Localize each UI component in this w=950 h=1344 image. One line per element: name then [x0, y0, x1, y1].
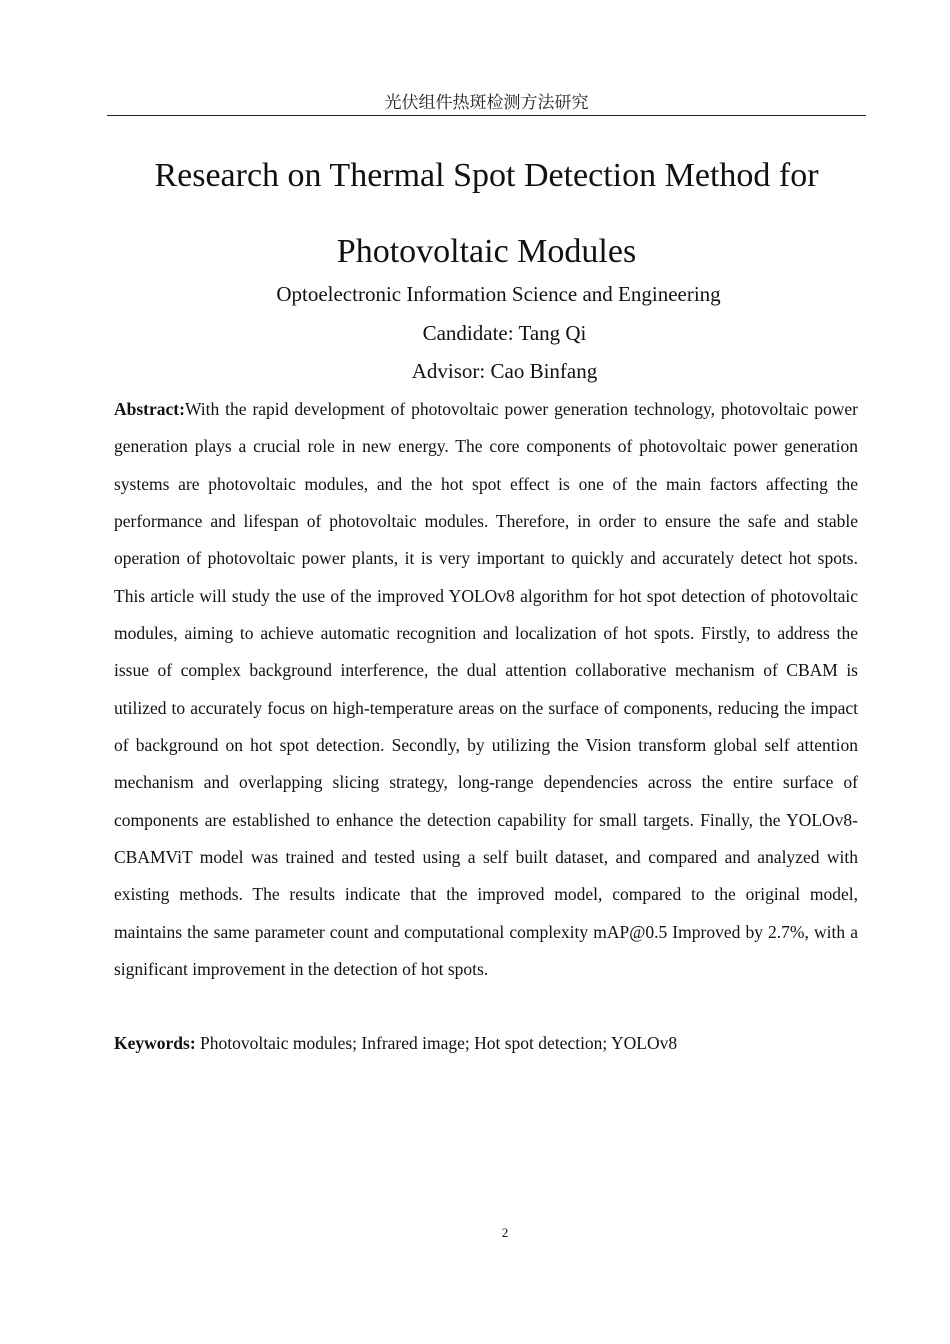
major-line: Optoelectronic Information Science and Engineering: [276, 282, 721, 306]
header-divider: [107, 115, 866, 116]
keywords-paragraph: [114, 1026, 858, 1060]
candidate-line: Candidate: Tang Qi: [422, 321, 587, 345]
advisor-line: Advisor: Cao Binfang: [411, 359, 598, 383]
paper-title-line-1: Research on Thermal Spot Detection Method for: [154, 157, 819, 194]
paper-title: [100, 138, 873, 290]
abstract-label: Abstract:: [114, 399, 185, 419]
keywords-text: Photovoltaic modules; Infrared image; Hot spot detection; YOLOv8: [200, 1033, 678, 1053]
abstract-paragraph: [114, 391, 858, 989]
paper-title-line-2: Photovoltaic Modules: [336, 233, 637, 270]
abstract-text: With the rapid development of photovoltaic power generation technology, photovoltaic power generation plays a crucial role in new energy. The core components of photovoltaic power generation systems are photovoltaic modules, and the hot spot effect is one of the main factors affecting the performance and lifespan of photovoltaic modules. Therefore, in order to ensure the safe and stable operation of photovoltaic power plants, it is very important to quickly and accurately detect hot spots. This article will study the use of the improved YOLOv8 algorithm for hot spot detection of photovoltaic modules, aiming to achieve automatic recognition and localization of hot spots. Firstly, to address the issue of complex background interference, the dual attention collaborative mechanism of CBAM is utilized to accurately focus on high-temperature areas on the surface of components, reducing the impact of background on hot spot detection. Secondly, by utilizing the Vision transform global self attention mechanism and overlapping slicing strategy, long-range dependencies across the entire surface of components are established to enhance the detection capability for small targets. Finally, the YOLOv8-CBAMViT model was trained and tested using a self built dataset, and compared and analyzed with existing methods. The results indicate that the improved model, compared to the original model, maintains the same parameter count and computational complexity mAP@0.5 Improved by 2.7%, with a significant improvement in the detection of hot spots.: [114, 399, 858, 980]
running-header: 光伏组件热斑检测方法研究: [384, 93, 589, 113]
keywords-label: Keywords:: [114, 1033, 196, 1053]
page-number: 2: [501, 1225, 509, 1240]
